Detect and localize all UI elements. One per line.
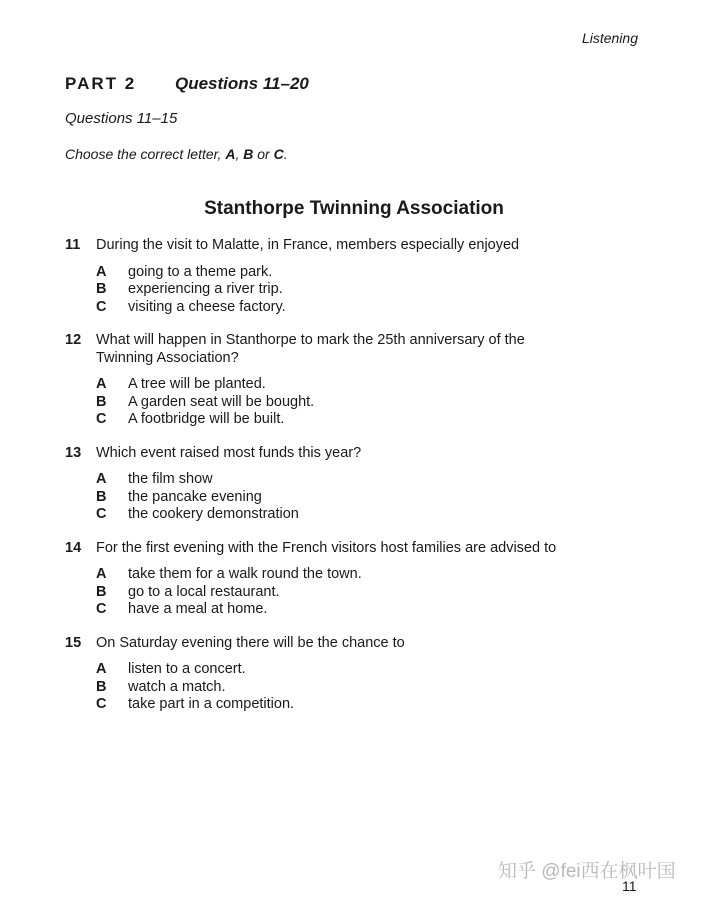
option-text: take part in a competition. — [128, 696, 295, 712]
section-label: Listening — [581, 30, 638, 46]
option-letter: A — [96, 263, 107, 280]
document-title: Stanthorpe Twinning Association — [204, 198, 504, 219]
instruction-sep-1: , — [235, 146, 244, 162]
option-list — [96, 661, 645, 714]
option-b — [96, 394, 645, 412]
option-text: A garden seat will be bought. — [128, 393, 315, 410]
option-text: A tree will be planted. — [128, 376, 266, 392]
watermark: 知乎 @fei西在枫叶国 — [498, 861, 676, 882]
option-letter: B — [96, 393, 107, 410]
question-number: 15 — [65, 634, 82, 651]
instruction-suffix: . — [283, 146, 288, 162]
question-stem — [65, 540, 645, 558]
option-a — [96, 661, 645, 679]
option-b — [96, 281, 645, 299]
option-text: the pancake evening — [128, 488, 262, 505]
option-list — [96, 566, 645, 619]
option-text: watch a match. — [128, 678, 226, 695]
question-stem — [65, 332, 645, 367]
part-range: Questions 11–20 — [175, 74, 309, 93]
option-text: experiencing a river trip. — [128, 281, 283, 297]
question-13 — [65, 445, 645, 524]
option-c — [96, 299, 645, 317]
question-number: 12 — [65, 332, 82, 348]
option-c — [96, 411, 645, 429]
instruction-letter-a: A — [225, 146, 236, 162]
option-text: take them for a walk round the town. — [128, 566, 362, 582]
question-stem — [65, 635, 645, 653]
question-text: What will happen in Stanthorpe to mark the 25th anniversary of the Twinning Association? — [96, 332, 525, 366]
question-stem — [65, 237, 645, 255]
option-letter: C — [96, 411, 107, 427]
question-number: 13 — [65, 444, 82, 461]
question-11 — [65, 237, 645, 316]
instruction — [65, 146, 288, 162]
option-letter: B — [96, 678, 107, 695]
question-number: 14 — [65, 539, 82, 556]
question-number: 11 — [65, 237, 81, 253]
option-c — [96, 506, 645, 524]
instruction-letter-b: B — [243, 146, 254, 162]
option-letter: C — [96, 601, 107, 617]
question-14 — [65, 540, 645, 619]
option-list — [96, 471, 645, 524]
option-c — [96, 696, 645, 714]
question-12 — [65, 332, 645, 429]
option-text: the film show — [128, 471, 213, 487]
question-text: On Saturday evening there will be the chance to — [96, 634, 405, 651]
option-letter: C — [96, 298, 107, 315]
option-text: go to a local restaurant. — [128, 583, 280, 600]
option-c — [96, 601, 645, 619]
option-a — [96, 566, 645, 584]
option-letter: B — [96, 281, 107, 297]
option-list — [96, 376, 645, 429]
subsection-range: Questions 11–15 — [65, 110, 178, 127]
question-text: For the first evening with the French visitors host families are advised to — [96, 539, 557, 556]
question-list — [65, 237, 645, 730]
option-text: visiting a cheese factory. — [128, 298, 286, 315]
option-a — [96, 471, 645, 489]
page-number: 11 — [622, 878, 637, 894]
option-letter: C — [96, 696, 107, 712]
option-text: going to a theme park. — [128, 263, 273, 280]
option-a — [96, 376, 645, 394]
option-letter: C — [96, 506, 107, 522]
instruction-sep-2: or — [253, 146, 274, 162]
question-15 — [65, 635, 645, 714]
option-b — [96, 584, 645, 602]
question-text: During the visit to Malatte, in France, members especially enjoyed — [96, 237, 520, 253]
option-letter: A — [96, 471, 107, 487]
instruction-prefix: Choose the correct letter, — [65, 146, 226, 162]
part-label: PART 2 — [65, 74, 137, 93]
option-letter: A — [96, 376, 107, 392]
option-letter: A — [96, 661, 107, 677]
option-letter: A — [96, 566, 107, 582]
part-heading — [65, 74, 309, 94]
option-letter: B — [96, 488, 107, 505]
question-text: Which event raised most funds this year? — [96, 444, 362, 461]
instruction-letter-c: C — [273, 146, 284, 162]
option-letter: B — [96, 583, 107, 600]
option-b — [96, 489, 645, 507]
option-text: the cookery demonstration — [128, 506, 299, 522]
option-b — [96, 679, 645, 697]
option-text: listen to a concert. — [128, 661, 246, 677]
option-text: have a meal at home. — [128, 601, 268, 617]
option-text: A footbridge will be built. — [128, 411, 285, 427]
question-stem — [65, 445, 645, 463]
option-list — [96, 264, 645, 317]
option-a — [96, 264, 645, 282]
